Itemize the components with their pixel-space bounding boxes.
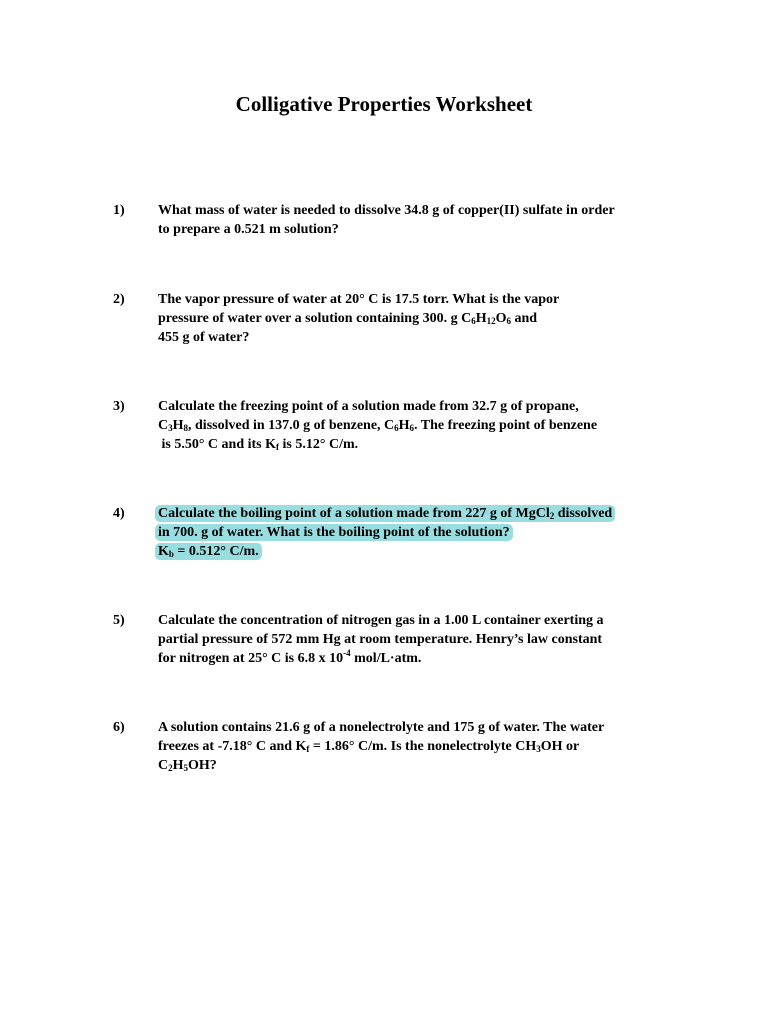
text-run: K (158, 544, 169, 559)
subscript: f (276, 442, 280, 452)
question-line: Calculate the freezing point of a solution made from 32.7 g of propane, (158, 399, 579, 414)
text-highlight: in 700. g of water. What is the boiling point of the solution? (155, 524, 513, 541)
text-run: mol/L·atm. (350, 651, 422, 666)
page-title: Colligative Properties Worksheet (235, 92, 533, 116)
subscript: 2 (549, 511, 555, 521)
subscript: 12 (486, 316, 496, 326)
question-line: partial pressure of 572 mm Hg at room temperature. Henry’s law constant (158, 632, 603, 647)
text-run: for nitrogen at 25° C is 6.8 x 10 (158, 651, 344, 666)
question-line: A solution contains 21.6 g of a nonelectrolyte and 175 g of water. The water (158, 720, 605, 735)
text-run: H (172, 758, 184, 773)
question-text (158, 718, 658, 775)
text-highlight (155, 543, 262, 560)
question-line (158, 542, 658, 561)
question-line (158, 416, 658, 435)
question-line: What mass of water is needed to dissolve 34.8 g of copper(II) sulfate in order (158, 203, 615, 218)
text-run: H (398, 418, 410, 433)
text-run: H (475, 311, 487, 326)
question-number: 6) (113, 720, 125, 735)
question-line: 455 g of water? (158, 330, 250, 345)
text-run: H (172, 418, 184, 433)
subscript: 3 (536, 744, 541, 754)
question-number: 5) (113, 613, 125, 628)
subscript: 5 (183, 763, 189, 773)
subscript: 6 (394, 423, 399, 433)
text-run: C (158, 418, 169, 433)
subscript: 3 (168, 423, 173, 433)
question-line (158, 504, 658, 523)
question-text (158, 201, 658, 239)
subscript: 6 (471, 316, 476, 326)
subscript: f (306, 744, 310, 754)
question-text (158, 397, 658, 454)
subscript: 2 (168, 763, 173, 773)
text-run: freezes at -7.18° C and K (158, 739, 307, 754)
text-run: OH or (540, 739, 580, 754)
question-line (158, 649, 658, 668)
subscript: 6 (506, 316, 511, 326)
question-number: 2) (113, 292, 125, 307)
question-line (158, 309, 658, 328)
text-run: OH? (188, 758, 217, 773)
question-number: 3) (113, 399, 125, 414)
text-run: = 0.512° C/m. (173, 544, 259, 559)
question-line (158, 756, 658, 775)
text-run: pressure of water over a solution containing 300. g C (158, 311, 472, 326)
question-line (158, 737, 658, 756)
question-line: Calculate the concentration of nitrogen gas in a 1.00 L container exerting a (158, 613, 604, 628)
question-number: 1) (113, 203, 125, 218)
question-text (158, 290, 658, 347)
superscript: -4 (343, 648, 351, 658)
question-number: 4) (113, 506, 125, 521)
question-text (158, 504, 658, 561)
text-run: Calculate the boiling point of a solution made from 227 g of MgCl (158, 506, 550, 521)
question-line: The vapor pressure of water at 20° C is 17.5 torr. What is the vapor (158, 292, 560, 307)
text-run: and (510, 311, 538, 326)
text-highlight (155, 505, 615, 522)
text-run: = 1.86° C/m. Is the nonelectrolyte CH (309, 739, 537, 754)
subscript: 8 (183, 423, 189, 433)
text-run: O (495, 311, 507, 326)
text-run: is 5.12° C/m. (279, 437, 359, 452)
text-run: , dissolved in 137.0 g of benzene, C (188, 418, 395, 433)
text-run: dissolved (554, 506, 613, 521)
subscript: b (168, 549, 174, 559)
question-line (158, 435, 658, 454)
text-run: C (158, 758, 169, 773)
text-run: . The freezing point of benzene (414, 418, 598, 433)
subscript: 6 (409, 423, 415, 433)
question-line: to prepare a 0.521 m solution? (158, 222, 339, 237)
question-text (158, 611, 658, 668)
text-run: is 5.50° C and its K (158, 437, 277, 452)
question-line (158, 523, 658, 542)
